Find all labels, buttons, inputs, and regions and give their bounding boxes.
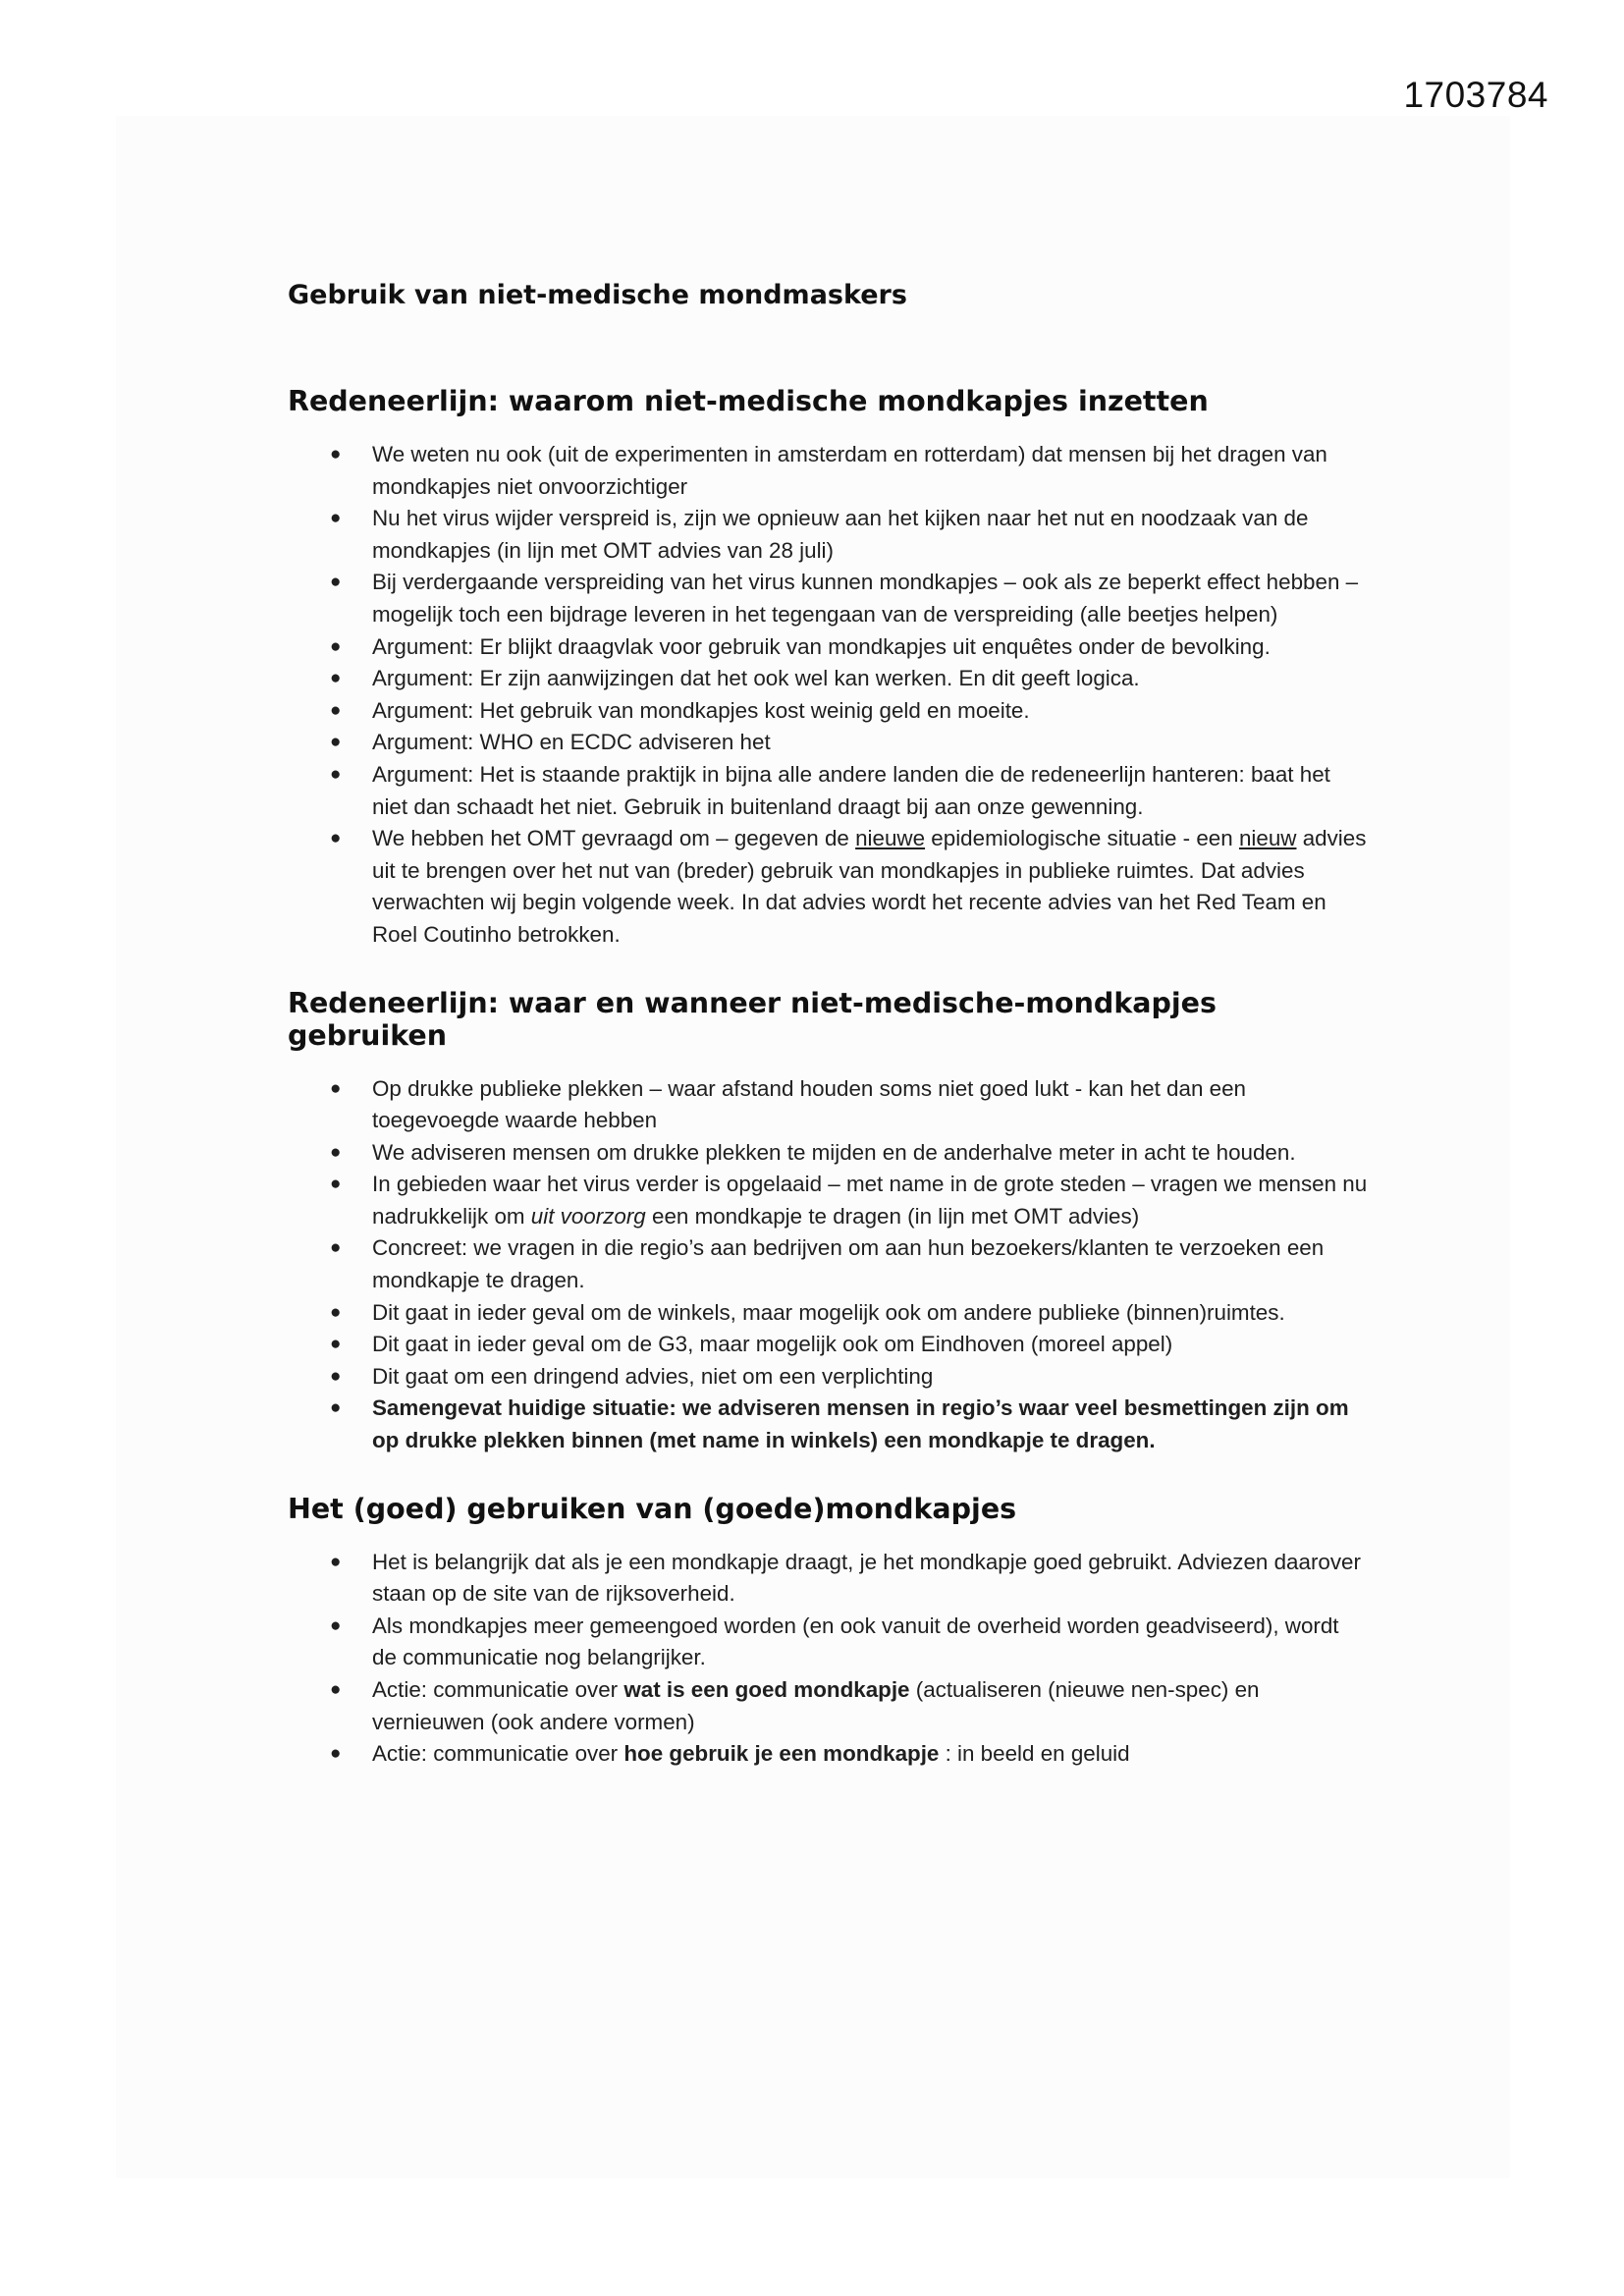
list-item bbox=[288, 1547, 1368, 1611]
list-item bbox=[288, 1073, 1368, 1137]
list-item-text: Als mondkapjes meer gemeengoed worden (en ook vanuit de overheid worden geadviseerd), wordt de communicatie nog belangrijker. bbox=[372, 1613, 1339, 1670]
list-item-text: Op drukke publieke plekken – waar afstand houden soms niet goed lukt - kan het dan een toegevoegde waarde hebben bbox=[372, 1075, 1246, 1133]
list-item-text: Argument: Er zijn aanwijzingen dat het ook wel kan werken. En dit geeft logica. bbox=[372, 666, 1140, 691]
bullet-icon: ● bbox=[330, 1174, 342, 1195]
bullet-icon: ● bbox=[330, 1551, 342, 1572]
bullet-icon: ● bbox=[330, 1301, 342, 1323]
list-item bbox=[288, 503, 1368, 567]
list-item-text: We adviseren mensen om drukke plekken te mijden en de anderhalve meter in acht te houden. bbox=[372, 1139, 1296, 1165]
list-item-text: : in beeld en geluid bbox=[939, 1741, 1130, 1767]
bullet-icon: ● bbox=[330, 828, 342, 849]
list-item-text: Argument: WHO en ECDC adviseren het bbox=[372, 730, 771, 755]
list-item-text: We hebben het OMT gevraagd om – gegeven de bbox=[372, 826, 856, 851]
list-item-text: epidemiologische situatie - een bbox=[925, 826, 1239, 851]
bullet-icon: ● bbox=[330, 1365, 342, 1387]
list-item-text: Samengevat huidige situatie: we adviseren mensen in regio’s waar veel besmettingen zijn om op drukke plekken binnen (met name in winkels) een mondkapje te dragen. bbox=[372, 1395, 1349, 1453]
list-item-text: wat is een goed mondkapje bbox=[623, 1677, 910, 1702]
list-item bbox=[288, 663, 1368, 695]
list-item-text: nieuw bbox=[1238, 826, 1297, 851]
list-item-text: Concreet: we vragen in die regio’s aan bedrijven om aan hun bezoekers/klanten te verzoeken een mondkapje te dragen. bbox=[372, 1235, 1325, 1293]
list-item bbox=[288, 759, 1368, 823]
list-item bbox=[288, 1611, 1368, 1674]
document-title: Gebruik van niet-medische mondmaskers bbox=[288, 280, 907, 310]
list-item-text: We weten nu ook (uit de experimenten in amsterdam en rotterdam) dat mensen bij het dragen van mondkapjes niet onvoorzichtiger bbox=[372, 442, 1327, 499]
list-item bbox=[288, 1361, 1368, 1394]
list-item-text: Argument: Het is staande praktijk in bijna alle andere landen die de redeneerlijn hanteren: baat het niet dan schaadt het niet. Gebruik in buitenland draagt bij aan onze gewenning. bbox=[372, 761, 1330, 819]
bullet-icon: ● bbox=[330, 572, 342, 593]
section-heading: Redeneerlijn: waarom niet-medische mondkapjes inzetten bbox=[288, 385, 1209, 417]
list-item-text: (actualiseren (nieuwe nen-spec) en vernieuwen (ook andere vormen) bbox=[372, 1677, 1260, 1734]
bullet-icon: ● bbox=[330, 1614, 342, 1636]
bullet-icon: ● bbox=[330, 1397, 342, 1419]
bullet-icon: ● bbox=[330, 668, 342, 689]
list-item bbox=[288, 823, 1368, 951]
bullet-icon: ● bbox=[330, 1679, 342, 1700]
bullet-icon: ● bbox=[330, 1334, 342, 1355]
section-heading: Het (goed) gebruiken van (goede)mondkapjes bbox=[288, 1492, 1017, 1525]
bullet-icon: ● bbox=[330, 508, 342, 529]
list-item-text: Nu het virus wijder verspreid is, zijn we opnieuw aan het kijken naar het nut en noodzaak van de mondkapjes (in lijn met OMT advies van 28 juli) bbox=[372, 506, 1309, 563]
list-item bbox=[288, 567, 1368, 630]
list-item bbox=[288, 1137, 1368, 1170]
bullet-icon: ● bbox=[330, 763, 342, 785]
list-item bbox=[288, 695, 1368, 728]
bullet-icon: ● bbox=[330, 1237, 342, 1259]
bullet-icon: ● bbox=[330, 635, 342, 657]
list-item bbox=[288, 1393, 1368, 1456]
list-item-text: Dit gaat in ieder geval om de winkels, maar mogelijk ook om andere publieke (binnen)ruimtes. bbox=[372, 1299, 1285, 1325]
list-item bbox=[288, 631, 1368, 664]
bullet-icon: ● bbox=[330, 1141, 342, 1163]
list-item-text: Dit gaat om een dringend advies, niet om een verplichting bbox=[372, 1363, 934, 1389]
bullet-icon: ● bbox=[330, 1077, 342, 1099]
sections-container bbox=[288, 385, 1368, 1771]
bullet-list bbox=[288, 1073, 1368, 1457]
list-item bbox=[288, 1232, 1368, 1296]
list-item-text: een mondkapje te dragen (in lijn met OMT advies) bbox=[645, 1203, 1140, 1229]
list-item-text: In gebieden waar het virus verder is opgelaaid – met name in de grote steden – vragen we mensen nu nadrukkelijk om bbox=[372, 1172, 1368, 1229]
list-item-text: Bij verdergaande verspreiding van het virus kunnen mondkapjes – ook als ze beperkt effect hebben – mogelijk toch een bijdrage leveren in het tegengaan van de verspreiding (alle beetjes helpen) bbox=[372, 570, 1359, 627]
section-heading: Redeneerlijn: waar en wanneer niet-medische-mondkapjes gebruiken bbox=[288, 986, 1217, 1052]
list-item-text: Actie: communicatie over bbox=[372, 1741, 624, 1767]
bullet-list bbox=[288, 1547, 1368, 1771]
list-item-text: Argument: Er blijkt draagvlak voor gebruik van mondkapjes uit enquêtes onder de bevolking. bbox=[372, 633, 1271, 659]
list-item bbox=[288, 1169, 1368, 1232]
bullet-icon: ● bbox=[330, 1743, 342, 1765]
list-item-text: Dit gaat in ieder geval om de G3, maar mogelijk ook om Eindhoven (moreel appel) bbox=[372, 1332, 1173, 1357]
list-item-text: Het is belangrijk dat als je een mondkapje draagt, je het mondkapje goed gebruikt. Adviezen daarover staan op de site van de rijksoverheid. bbox=[372, 1549, 1361, 1607]
document-number: 1703784 bbox=[1403, 75, 1548, 115]
bullet-icon: ● bbox=[330, 732, 342, 753]
list-item bbox=[288, 1297, 1368, 1330]
bullet-icon: ● bbox=[330, 444, 342, 465]
list-item-text: Actie: communicatie over bbox=[372, 1677, 624, 1702]
list-item-text: advies uit te brengen over het nut van (breder) gebruik van mondkapjes in publieke ruimtes. Dat advies verwachten wij begin volgende week. In dat advies wordt het recente advies van het Red Team en Roel Coutinho betrokken. bbox=[372, 826, 1367, 947]
bullet-icon: ● bbox=[330, 699, 342, 721]
list-item-text: Argument: Het gebruik van mondkapjes kost weinig geld en moeite. bbox=[372, 697, 1030, 723]
list-item bbox=[288, 1738, 1368, 1771]
bullet-list bbox=[288, 439, 1368, 952]
list-item bbox=[288, 1329, 1368, 1361]
list-item bbox=[288, 1674, 1368, 1738]
document-body bbox=[288, 280, 1368, 1806]
list-item-text: hoe gebruik je een mondkapje bbox=[623, 1741, 940, 1767]
list-item bbox=[288, 439, 1368, 503]
list-item bbox=[288, 727, 1368, 759]
list-item-text: nieuwe bbox=[855, 826, 926, 851]
list-item-text: uit voorzorg bbox=[530, 1203, 646, 1229]
